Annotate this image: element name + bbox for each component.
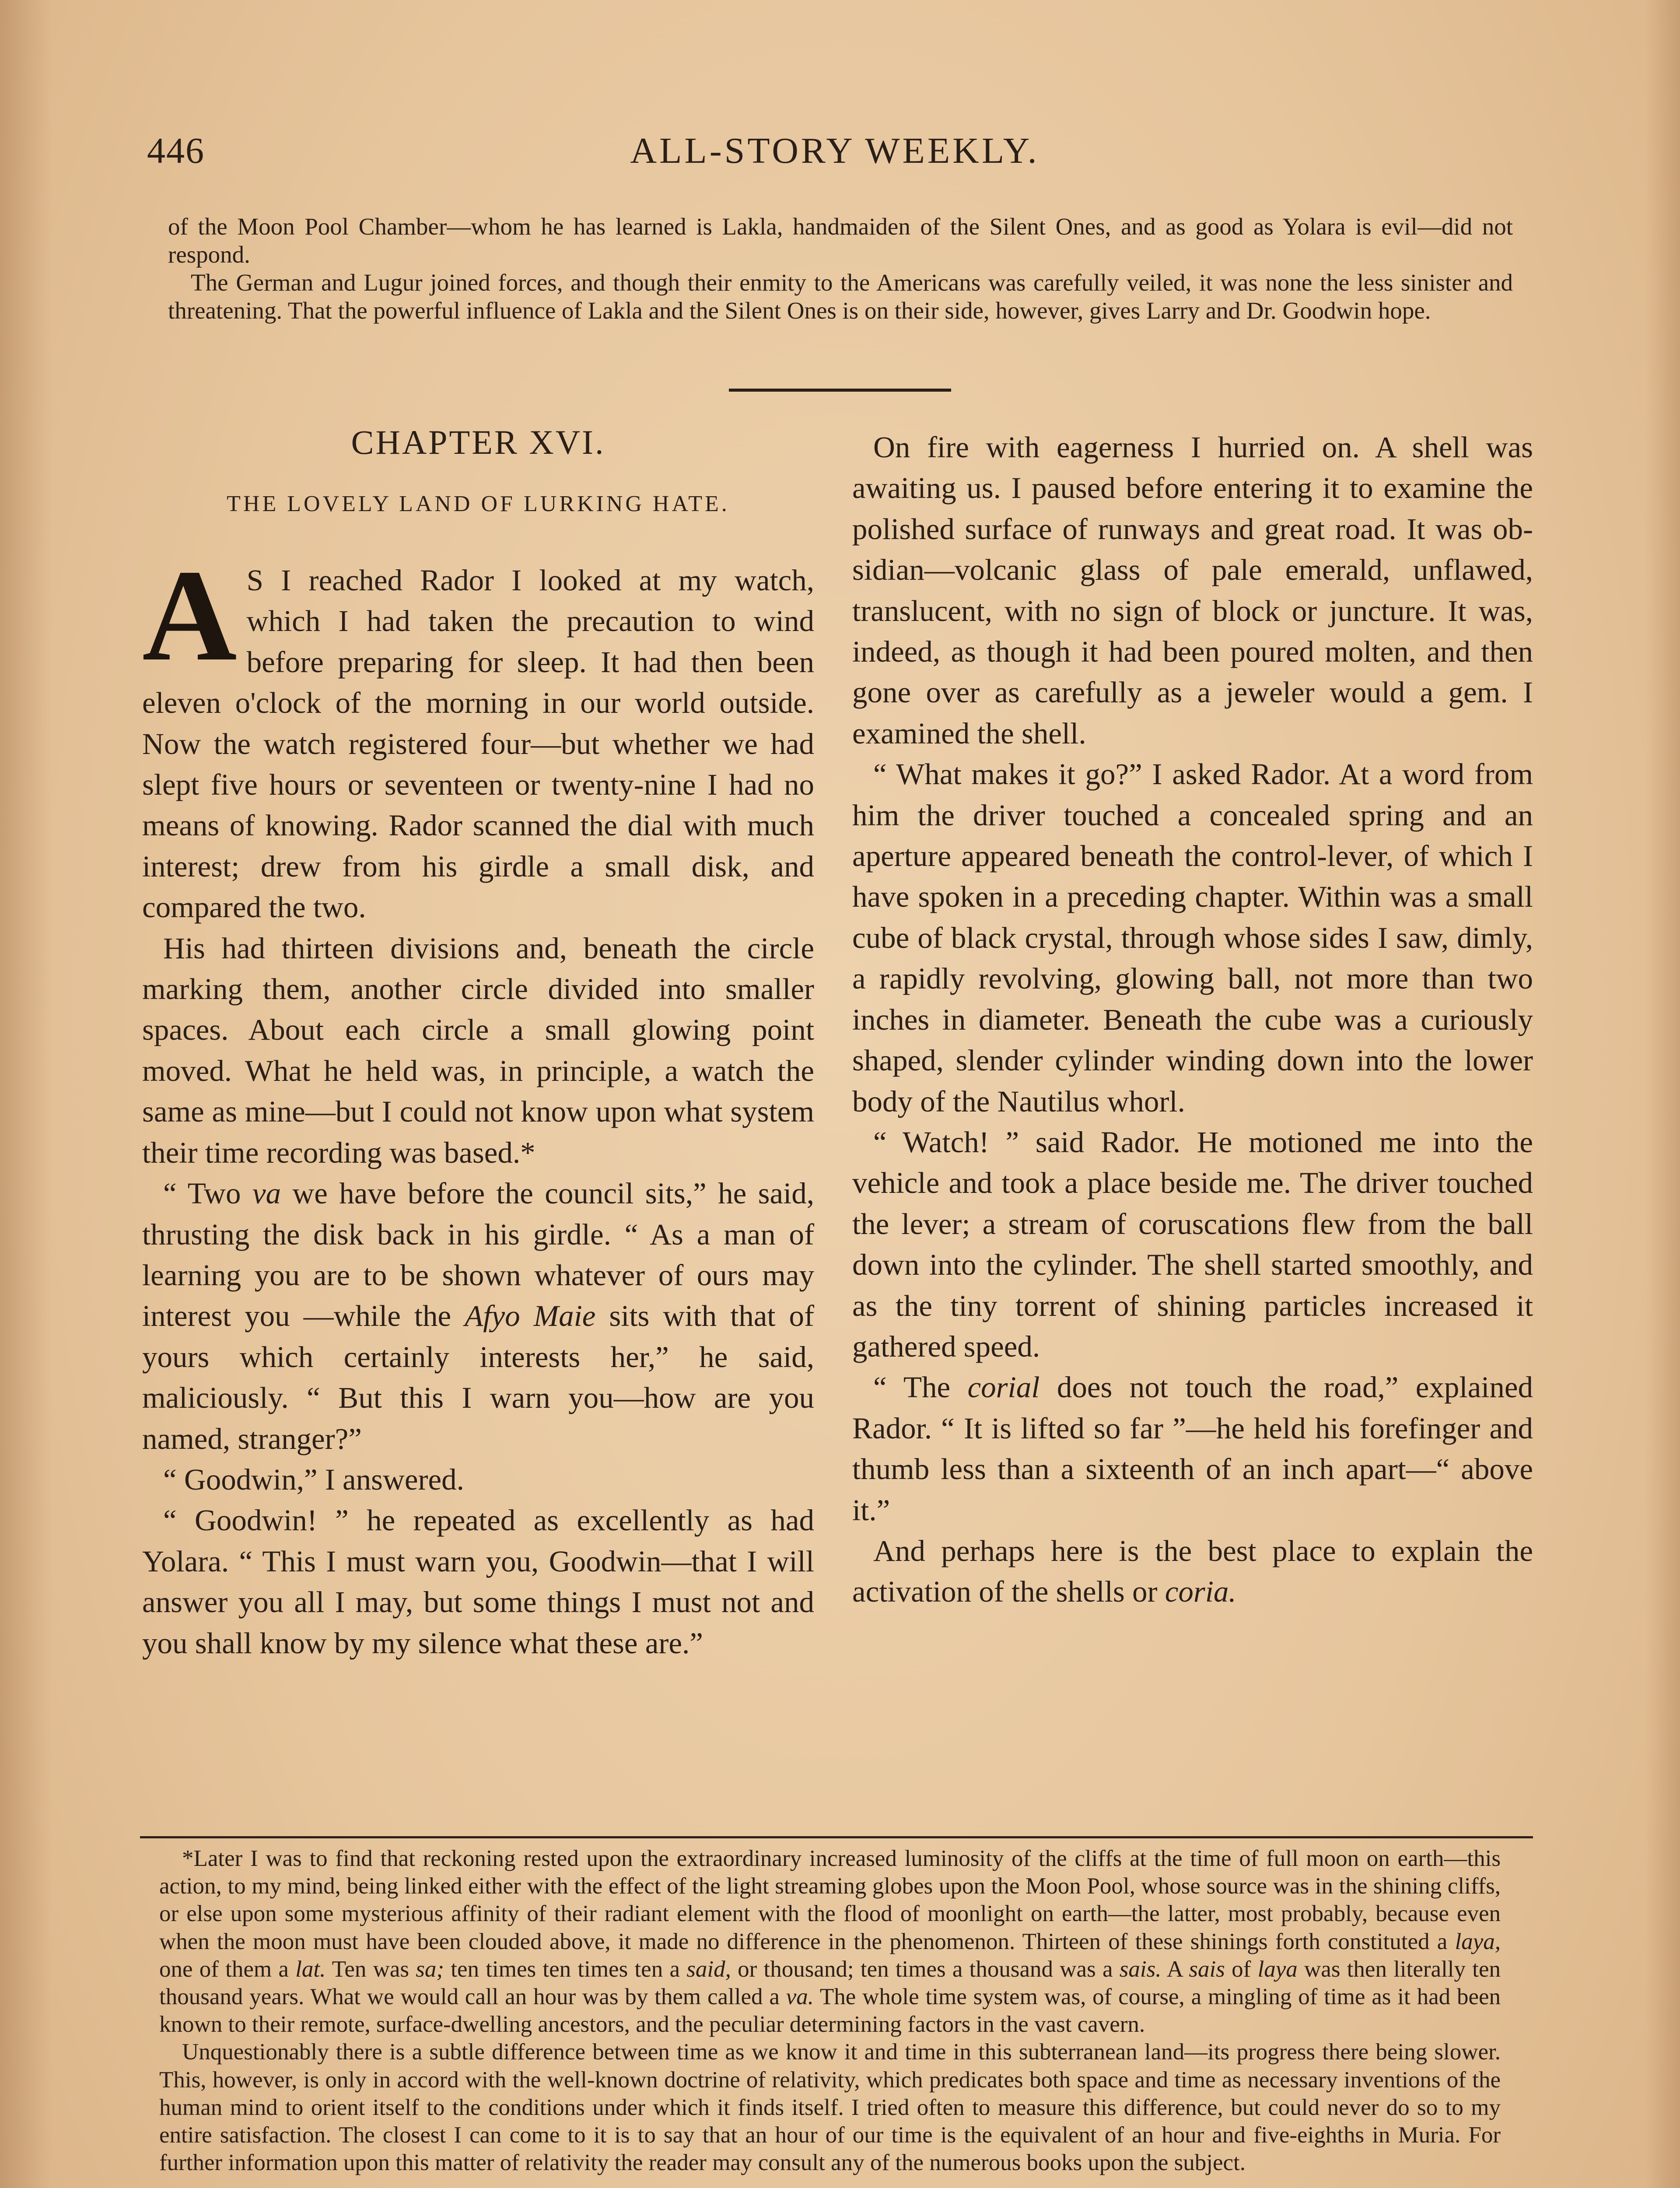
- text-run: sits with that of yours which certainly interests her,” he said, maliciously. “ But this I warn you—how are you named, stranger?”: [142, 1299, 814, 1455]
- paragraph-text: S I reached Rador I looked at my watch, which I had taken the precaution to wind before preparing for sleep. It had then been eleven o'clock of the morning in our world outside. Now the watch registered four—but whether we had slept five hours or seventeen or twenty-nine I had no means of knowing. Rador scanned the dial with much interest; drew from his girdle a small disk, and compared the two.: [142, 564, 814, 924]
- left-column: [142, 543, 814, 1664]
- footnote-paragraph: [159, 1845, 1501, 2038]
- chapter-subtitle: THE LOVELY LAND OF LURKING HATE.: [227, 491, 730, 516]
- right-column: [852, 427, 1533, 1613]
- italic-term: laya: [1257, 1956, 1298, 1982]
- synopsis-paragraph: The German and Lugur joined forces, and though their enmity to the Americans was carefully veiled, it was none the less sinister and threatening. That the powerful influence of Lakla and the Silent Ones is on their side, however, gives Larry and Dr. Goodwin hope.: [168, 269, 1513, 324]
- running-head: ALL-STORY WEEKLY.: [630, 130, 1040, 171]
- body-paragraph: “ Goodwin! ” he repeated as excellently as had Yolara. “ This I must warn you, Goodwin—that I will answer you all I may, but some things I must not and you shall know by my silence what these are.”: [142, 1504, 814, 1660]
- body-paragraph: “ What makes it go?” I asked Rador. At a word from him the driver touched a concealed spring and an aperture appeared beneath the control-lever, of which I have spoken in a preceding chapter. Within was a small cube of black crystal, through whose sides I saw, dimly, a rapidly revolving, glowing ball, not more than two inches in diameter. Beneath the cube was a curiously shaped, slender cylinder winding down into the lower body of the Nautilus whorl.: [852, 757, 1533, 1118]
- text-run: Ten was: [326, 1956, 416, 1982]
- text-run: does not touch the road,” explained Rador. “ It is lifted so far ”—he held his forefinger and thumb less than a sixteenth of an inch apart—“ above it.”: [852, 1371, 1533, 1527]
- body-paragraph: [852, 1531, 1533, 1613]
- body-paragraph: [142, 1173, 814, 1459]
- italic-term: laya,: [1455, 1929, 1501, 1954]
- page-number: 446: [147, 130, 205, 171]
- page-header: [147, 130, 1522, 182]
- section-divider: [729, 389, 951, 392]
- text-run: was then literally ten thousand years. What we would call an hour was by them called a: [159, 1956, 1501, 2010]
- italic-term: sais.: [1119, 1956, 1162, 1982]
- drop-cap: A: [142, 543, 237, 688]
- text-run: And perhaps here is the best place to explain the activation of the shells or: [852, 1534, 1533, 1609]
- italic-term: va.: [786, 1984, 814, 2010]
- synopsis-paragraph: of the Moon Pool Chamber—whom he has learned is Lakla, handmaiden of the Silent Ones, and as good as Yolara is evil—did not respond.: [168, 213, 1513, 268]
- text-run: A: [1161, 1956, 1189, 1982]
- italic-term: corial: [967, 1371, 1040, 1404]
- text-run: *Later I was to find that reckoning rested upon the extraordinary increased luminosity of the cliffs at the time of full moon on earth—this action, to my mind, being linked either with the effect of the light streaming globes upon the Moon Pool, whose source was in the shining cliffs, or else upon some mysterious affinity of their radiant element with the flood of moonlight on earth—the latter, most probably, because even when the moon must have been clouded above, it made no difference in the phenomenon. Thirteen of these shinings forth constituted a: [159, 1846, 1501, 1954]
- chapter-title: CHAPTER XVI.: [351, 423, 606, 461]
- footnote: [159, 1845, 1501, 2177]
- italic-term: lat.: [295, 1956, 326, 1982]
- body-paragraph: “ Watch! ” said Rador. He motioned me into the vehicle and took a place beside me. The driver touched the lever; a stream of coruscations flew from the ball down into the cylinder. The shell started smoothly, and as the tiny torrent of shining particles increased it gathered speed.: [852, 1125, 1533, 1363]
- body-paragraph: On fire with eagerness I hurried on. A shell was awaiting us. I paused before entering it to examine the polished surface of runways and great road. It was obsidian—volcanic glass of pale emerald, unflawed, translucent, with no sign of block or juncture. It was, indeed, as though it had been poured molten, and then gone over as carefully as a jeweler would a gem. I examined the shell.: [852, 431, 1533, 750]
- italic-term: sais: [1189, 1956, 1225, 1982]
- synopsis: [168, 213, 1513, 325]
- body-paragraph: [142, 543, 814, 928]
- footnote-paragraph: Unquestionably there is a subtle difference between time as we know it and time in this subterranean land—its progress there being slower. This, however, is only in accord with the well-known doctrine of relativity, which predicates both space and time as necessary inventions of the human mind to orient itself to the conditions under which it finds itself. I tried often to measure this difference, but could never do so to my entire satisfaction. The closest I can come to it is to say that an hour of our time is the equivalent of an hour and five-eighths in Muria. For further information upon this matter of relativity the reader may consult any of the numerous books upon the subject.: [159, 2039, 1501, 2176]
- text-run: “ Two: [163, 1177, 252, 1210]
- text-run: of: [1225, 1956, 1258, 1982]
- footnote-divider: [140, 1836, 1533, 1838]
- italic-term: Afyo Maie: [465, 1299, 596, 1333]
- text-run: or thousand; ten times a thousand was a: [731, 1956, 1120, 1982]
- body-paragraph: [852, 1367, 1533, 1531]
- text-run: The whole time system was, of course, a mingling of time as it had been known to their remote, surface-dwelling ancestors, and the peculiar determining factors in the vast cavern.: [159, 1984, 1501, 2037]
- text-run: ten times ten times ten a: [444, 1956, 687, 1982]
- italic-term: coria.: [1165, 1575, 1236, 1609]
- italic-term: sa;: [416, 1956, 444, 1982]
- body-paragraph: “ Goodwin,” I answered.: [163, 1462, 464, 1496]
- text-run: we have before the council sits,” he said, thrusting the disk back in his girdle. “ As a man of learning you are to be shown whatever of ours may interest you —while the: [142, 1177, 814, 1333]
- body-paragraph: His had thirteen divisions and, beneath the circle marking them, another circle divided into smaller spaces. About each circle a small glowing point moved. What he held was, in principle, a watch the same as mine—but I could not know upon what system their time recording was based.*: [142, 931, 814, 1169]
- text-run: “ The: [873, 1371, 968, 1404]
- text-run: one of them a: [159, 1956, 296, 1982]
- italic-term: said,: [686, 1956, 731, 1982]
- italic-term: va: [252, 1177, 281, 1210]
